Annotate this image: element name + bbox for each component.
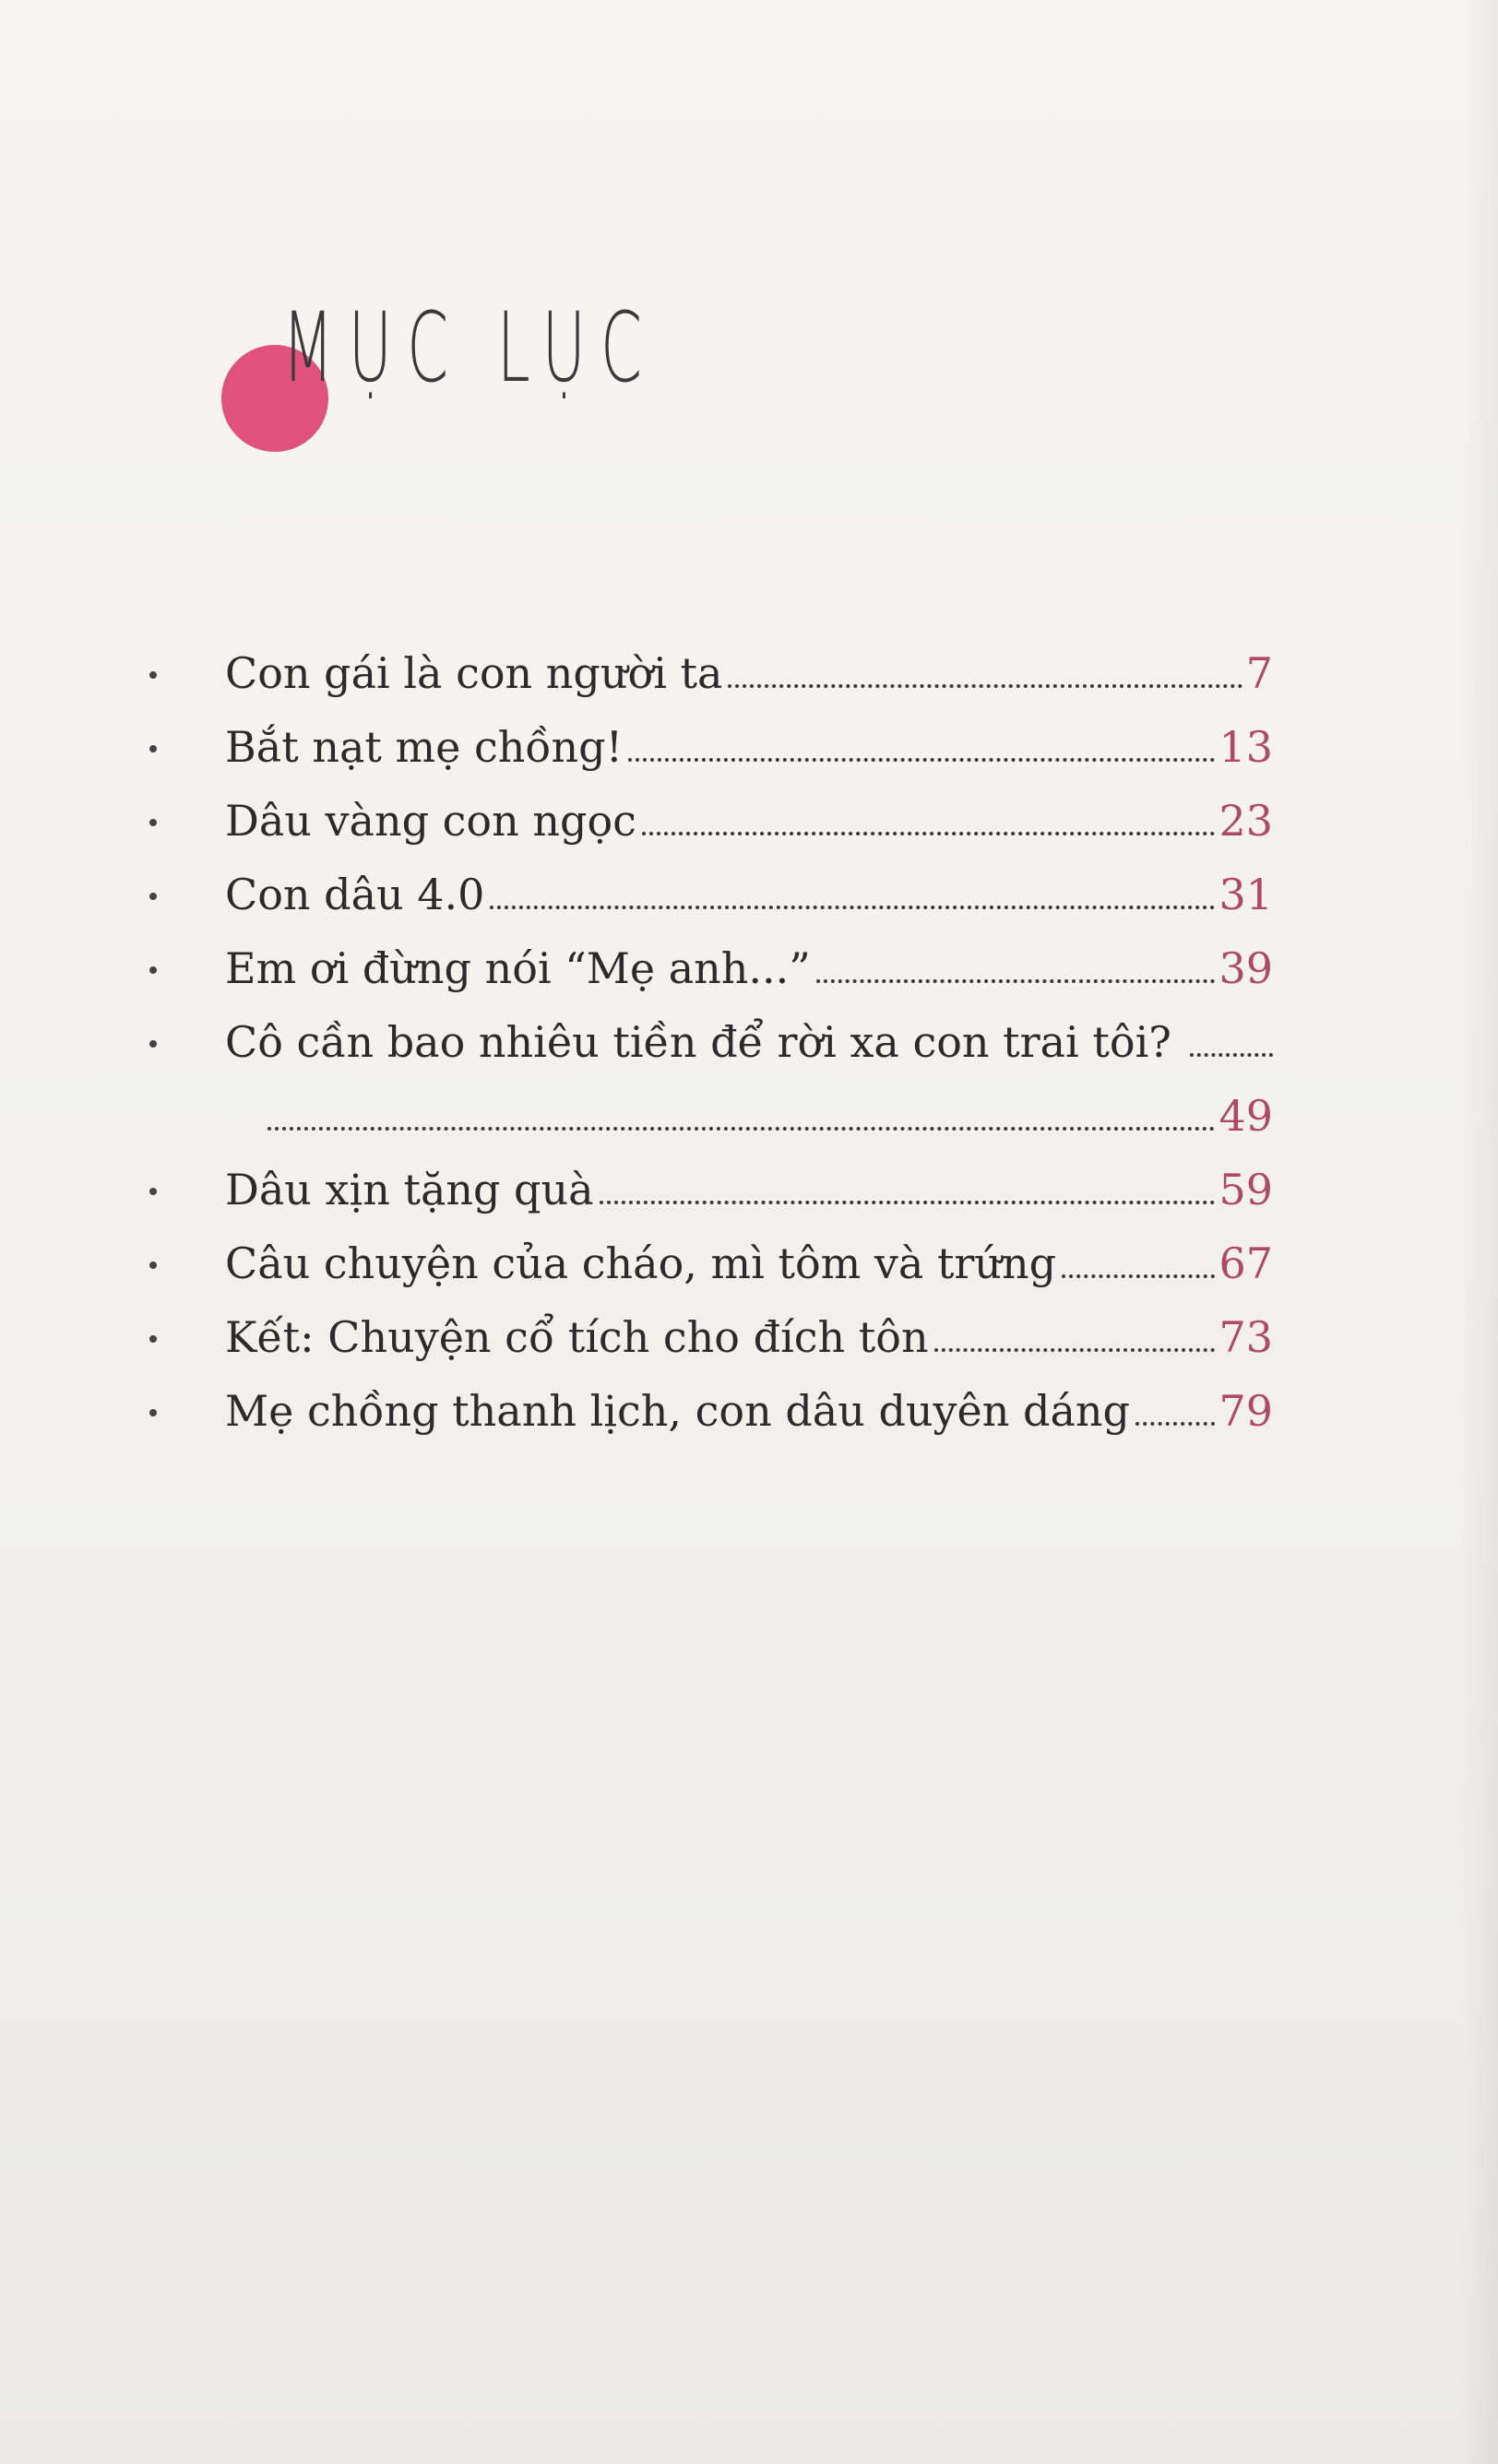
- dot-leader: [600, 1201, 1216, 1204]
- bullet-icon: [149, 819, 157, 826]
- toc-entry: [138, 1153, 1273, 1226]
- toc-entry: [138, 1300, 1273, 1374]
- bullet-icon: [149, 1335, 157, 1343]
- dot-leader: [816, 979, 1216, 983]
- toc-entry: [138, 931, 1273, 1005]
- toc-entry-title: Mẹ chồng thanh lịch, con dâu duyên dáng: [225, 1386, 1130, 1436]
- toc-entry-page: 73: [1219, 1312, 1273, 1362]
- dot-leader: [934, 1348, 1216, 1352]
- bullet-icon: [149, 1409, 157, 1416]
- toc-entry-page: 31: [1219, 870, 1273, 919]
- toc-entry-title: Dâu vàng con ngọc: [225, 796, 636, 846]
- table-of-contents: [138, 636, 1273, 1448]
- toc-entry-title: Em ơi đừng nói “Mẹ anh...”: [225, 943, 811, 993]
- page-title: MỤC LỤC: [282, 291, 658, 404]
- dot-leader: [268, 1127, 1215, 1131]
- bullet-icon: [149, 893, 157, 900]
- dot-leader: [490, 906, 1215, 909]
- toc-entry: [138, 1226, 1273, 1300]
- toc-entry-title: Câu chuyện của cháo, mì tôm và trứng: [225, 1238, 1057, 1288]
- toc-entry-page: 49: [1219, 1091, 1273, 1141]
- bullet-icon: [149, 671, 157, 679]
- toc-entry: [138, 1374, 1273, 1448]
- toc-entry-page: 39: [1219, 943, 1273, 993]
- toc-entry-page: 23: [1219, 796, 1273, 846]
- toc-entry-title: Con dâu 4.0: [225, 870, 485, 919]
- toc-entry-page: 79: [1219, 1386, 1273, 1436]
- toc-heading: [221, 291, 683, 452]
- toc-entry: [138, 636, 1273, 710]
- bullet-icon: [149, 966, 157, 974]
- bullet-icon: [149, 1188, 157, 1195]
- dot-leader: [642, 832, 1216, 835]
- bullet-icon: [149, 1262, 157, 1269]
- page-edge-shadow: [1461, 0, 1498, 2464]
- toc-entry-title: Dâu xịn tặng quà: [225, 1165, 594, 1214]
- bullet-icon: [149, 745, 157, 752]
- dot-leader: [1062, 1274, 1215, 1278]
- toc-entry-page: 13: [1219, 722, 1273, 772]
- toc-entry-page: 59: [1219, 1165, 1273, 1214]
- dot-leader: [728, 684, 1242, 688]
- dot-leader: [628, 758, 1215, 762]
- toc-entry: [138, 1005, 1273, 1153]
- bullet-icon: [149, 1040, 157, 1048]
- toc-entry-title: Kết: Chuyện cổ tích cho đích tôn: [225, 1312, 929, 1362]
- toc-entry: [138, 858, 1273, 931]
- toc-entry-page: 7: [1245, 648, 1273, 698]
- toc-entry-title: Cô cần bao nhiêu tiền để rời xa con trai tôi?: [225, 1017, 1171, 1067]
- toc-entry-page: 67: [1219, 1238, 1273, 1288]
- toc-entry: [138, 784, 1273, 858]
- dot-leader: [1190, 1053, 1273, 1057]
- dot-leader: [1135, 1422, 1216, 1426]
- toc-entry-title: Con gái là con người ta: [225, 648, 723, 698]
- toc-entry: [138, 710, 1273, 784]
- toc-entry-title: Bắt nạt mẹ chồng!: [225, 722, 624, 772]
